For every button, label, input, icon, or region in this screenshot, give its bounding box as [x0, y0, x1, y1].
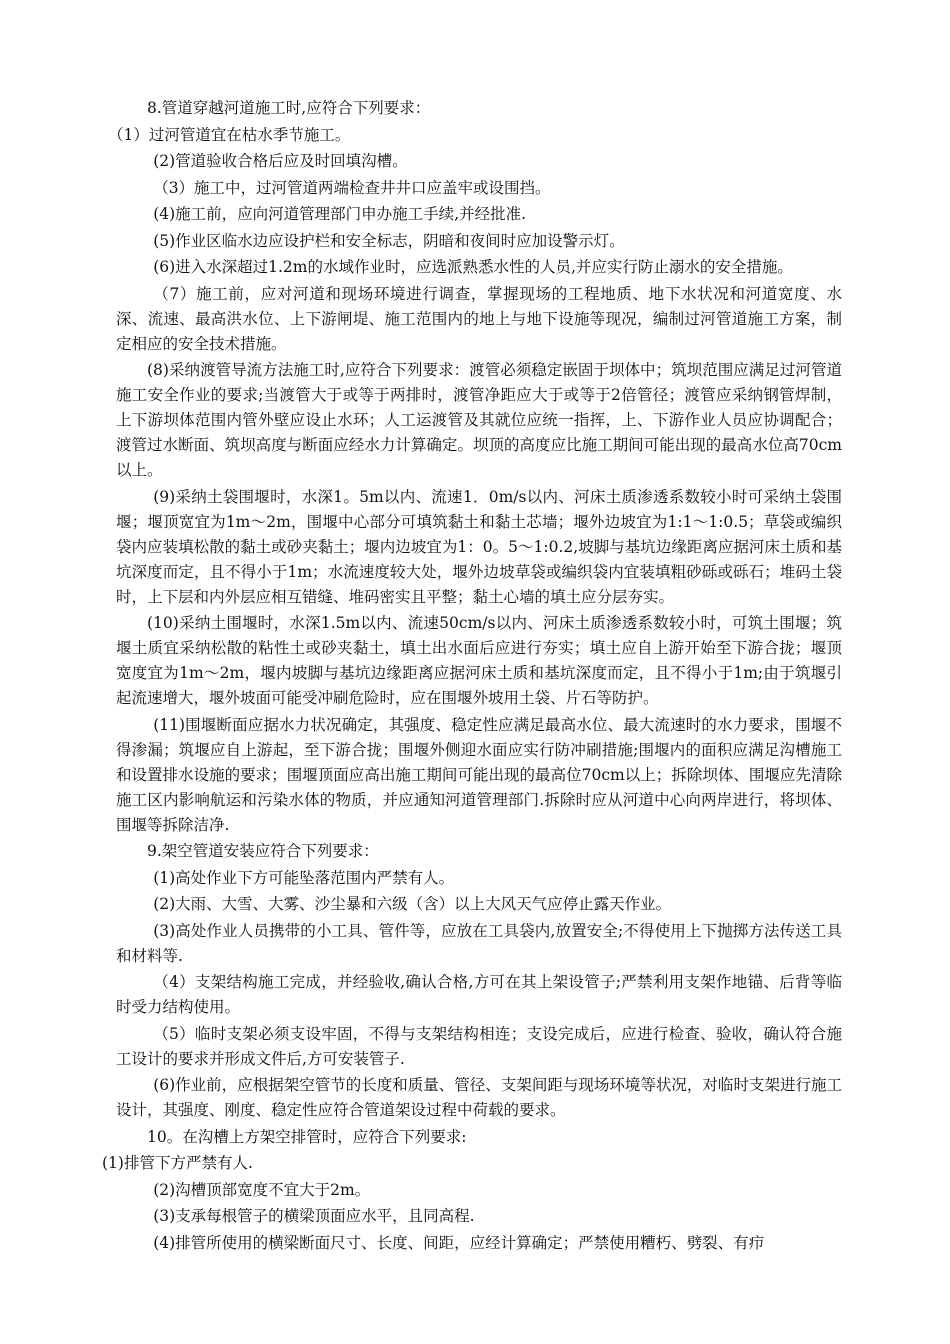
list-item: (8)采纳渡管导流方法施工时,应符合下列要求：渡管必须稳定嵌固于坝体中；筑坝范围应满足过河管道施工安全作业的要求;当渡管大于或等于两排时，渡管净距应大于或等于2倍管径；渡管应采纳钢管焊制，上下游坝体范围内管外壁应设止水环；人工运渡管及其就位应统一指挥，上、下游作业人员应协调配合；渡管过水断面、筑坝高度与断面应经水力计算确定。坝顶的高度应比施工期间可能出现的最高水位高70cm以上。 [116, 361, 842, 479]
list-item: (2)大雨、大雪、大雾、沙尘暴和六级（含）以上大风天气应停止露天作业。 [153, 895, 672, 913]
list-item: (11)围堰断面应据水力状况确定，其强度、稳定性应满足最高水位、最大流速时的水力要求，围堰不得渗漏；筑堰应自上游起，至下游合拢；围堰外侧迎水面应实行防冲刷措施;围堰内的面积应满足沟槽施工和设置排水设施的要求；围堰顶面应高出施工期间可能出现的最高位70cm以上；拆除坝体、围堰应先清除施工区内影响航运和污染水体的物质，并应通知河道管理部门.拆除时应从河道中心向两岸进行，将坝体、围堰等拆除洁净. [116, 715, 842, 834]
list-item: (6)作业前，应根据架空管节的长度和质量、管径、支架间距与现场环境等状况，对临时支架进行施工设计，其强度、刚度、稳定性应符合管道架设过程中荷载的要求。 [116, 1076, 842, 1119]
list-item: (10)采纳土围堰时，水深1.5m以内、流速50cm/s以内、河床土质渗透系数较小时，可筑土围堰；筑堰土质宜采纳松散的粘性土或砂夹黏土，填土出水面后应进行夯实；填土应自上游开始至下游合拢；堰顶宽度宜为1m～2m，堰内坡脚与基坑边缘距离应据河床土质和基坑深度而定，且不得小于1m;由于筑堰引起流速增大，堰外坡面可能受冲刷危险时，应在围堰外坡用土袋、片石等防护。 [116, 614, 842, 707]
list-item: (2)管道验收合格后应及时回填沟槽。 [153, 152, 408, 170]
list-item: (4)排管所使用的横梁断面尺寸、长度、间距，应经计算确定；严禁使用糟朽、劈裂、有疖 [153, 1233, 765, 1252]
section-heading-9: 9.架空管道安装应符合下列要求： [147, 842, 379, 860]
list-item: （4）支架结构施工完成，并经验收,确认合格,方可在其上架设管子;严禁利用支架作地锚、后背等临时受力结构使用。 [116, 973, 842, 1016]
list-item: (4)施工前，应向河道管理部门申办施工手续,并经批准. [153, 205, 526, 223]
document-body [102, 96, 842, 1257]
list-item: (2)沟槽顶部宽度不宜大于2m。 [153, 1180, 371, 1199]
list-item: （3）施工中，过河管道两端检查井井口应盖牢或设围挡。 [153, 178, 551, 197]
list-item: （1）过河管道宜在枯水季节施工。 [108, 125, 351, 144]
list-item: (9)采纳土袋围堰时，水深1。5m以内、流速1．0m/s以内、河床土质渗透系数较小时可采纳土袋围堰；堰顶宽宜为1m～2m，围堰中心部分可填筑黏土和黏土芯墙；堰外边坡宜为1:1～1:0.5；草袋或编织袋内应装填松散的黏土或砂夹黏土；堰内边坡宜为1：0。5～1:0.2,坡脚与基坑边缘距离应据河床土质和基坑深度而定，且不得小于1m；水流速度较大处，堰外边坡草袋或编织袋内宜装填粗砂砾或砾石；堆码土袋时，上下层和内外层应相互错缝、堆码密实且平整；黏土心墙的填土应分层夯实。 [116, 487, 842, 606]
list-item: (3)支承每根管子的横梁顶面应水平，且同高程. [153, 1207, 475, 1225]
list-item: （5）临时支架必须支设牢固，不得与支架结构相连；支设完成后，应进行检查、验收，确认符合施工设计的要求并形成文件后,方可安装管子. [116, 1024, 842, 1068]
list-item: (1)排管下方严禁有人. [102, 1154, 253, 1172]
section-heading-8: 8.管道穿越河道施工时,应符合下列要求： [147, 99, 431, 117]
list-item: (5)作业区临水边应设护栏和安全标志，阴暗和夜间时应加设警示灯。 [153, 231, 625, 250]
list-item: (1)高处作业下方可能坠落范围内严禁有人。 [153, 868, 455, 887]
list-item: (3)高处作业人员携带的小工具、管件等，应放在工具袋内,放置安全;不得使用上下抛掷方法传送工具和材料等. [116, 921, 842, 965]
list-item: （7）施工前，应对河道和现场环境进行调查，掌握现场的工程地质、地下水状况和河道宽度、水深、流速、最高洪水位、上下游闸堤、施工范围内的地上与地下设施等现况，编制过河管道施工方案，制定相应的安全技术措施。 [116, 284, 842, 353]
section-heading-10: 10。在沟槽上方架空排管时，应符合下列要求: [147, 1127, 467, 1146]
list-item: (6)进入水深超过1.2m的水域作业时，应选派熟悉水性的人员,并应实行防止溺水的安全措施。 [153, 258, 793, 276]
